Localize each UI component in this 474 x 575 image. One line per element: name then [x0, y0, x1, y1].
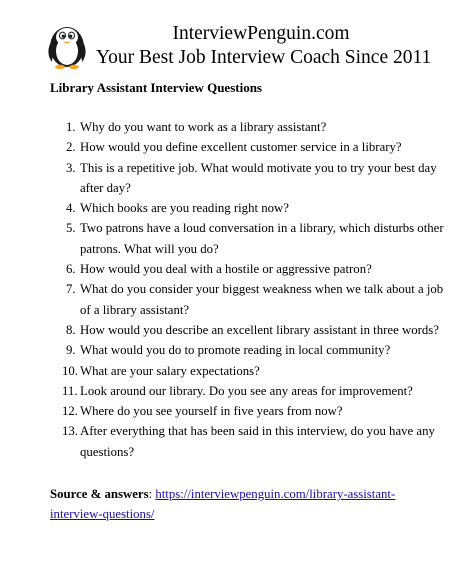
source-link[interactable]: https://interviewpenguin.com/library-assistant-interview-questions/ [50, 487, 396, 522]
question-number: 8. [66, 322, 76, 337]
question-number: 3. [66, 160, 76, 175]
question-item [50, 421, 450, 462]
site-tagline: Your Best Job Interview Coach Since 2011 [96, 47, 432, 68]
question-text: What do you consider your biggest weakness when we talk about a job of a library assistant? [80, 282, 444, 317]
question-item [50, 320, 450, 340]
question-text: This is a repetitive job. What would motivate you to try your best day after day? [80, 160, 437, 195]
source-label: Source & answers [50, 487, 149, 501]
document-title: Library Assistant Interview Questions [50, 80, 262, 95]
question-item [50, 218, 450, 259]
question-text: Two patrons have a loud conversation in a library, which disturbs other patrons. What will you do? [80, 221, 444, 256]
site-name: InterviewPenguin.com [172, 23, 350, 44]
site-header [96, 22, 432, 70]
source-separator: : [148, 487, 156, 501]
question-number: 11. [62, 383, 78, 398]
source-line [50, 484, 440, 525]
question-item [50, 279, 450, 320]
question-text: How would you describe an excellent library assistant in three words? [80, 322, 439, 337]
question-item [50, 259, 450, 279]
question-text: Look around our library. Do you see any areas for improvement? [80, 383, 413, 398]
question-text: After everything that has been said in this interview, do you have any questions? [80, 424, 435, 459]
question-item [50, 401, 450, 421]
question-text: What are your salary expectations? [80, 363, 260, 378]
question-text: Which books are you reading right now? [80, 201, 289, 216]
question-number: 5. [66, 221, 76, 236]
question-item [50, 158, 450, 199]
question-text: How would you deal with a hostile or aggressive patron? [80, 262, 372, 277]
question-text: Why do you want to work as a library assistant? [80, 120, 327, 134]
question-item [50, 117, 450, 137]
question-number: 4. [66, 201, 76, 216]
question-item [50, 381, 450, 401]
question-number: 7. [66, 282, 76, 297]
penguin-logo-icon [44, 20, 90, 70]
question-text: What would you do to promote reading in local community? [80, 343, 391, 358]
question-number: 12. [62, 404, 78, 419]
question-number: 1. [66, 120, 76, 134]
question-number: 2. [66, 140, 76, 155]
question-item [50, 137, 450, 157]
question-item [50, 340, 450, 360]
question-number: 13. [62, 424, 78, 439]
question-item [50, 198, 450, 218]
question-number: 9. [66, 343, 76, 358]
question-number: 6. [66, 262, 76, 277]
question-text: How would you define excellent customer service in a library? [80, 140, 402, 155]
question-number: 10. [62, 363, 78, 378]
question-item [50, 361, 450, 381]
questions-list [50, 117, 450, 462]
question-text: Where do you see yourself in five years from now? [80, 404, 343, 419]
